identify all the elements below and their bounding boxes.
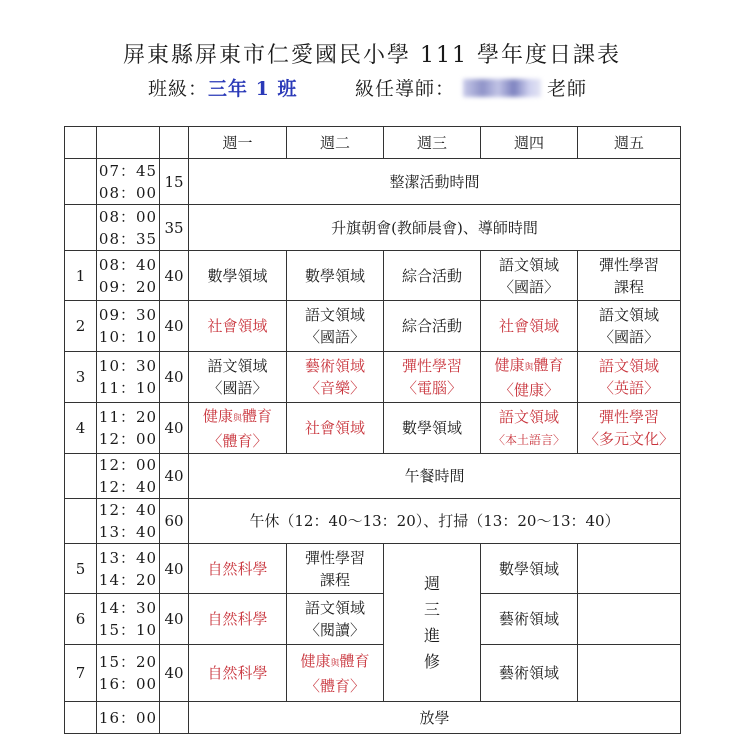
blank-cell [578, 544, 681, 594]
teacher-label: 級任導師： [355, 78, 456, 100]
redacted-teacher-name [463, 79, 541, 97]
time-cell: 15：20 16：00 [97, 645, 160, 702]
day-header: 週二 [287, 127, 384, 159]
minutes-cell: 40 [160, 403, 189, 454]
time-cell: 08：00 08：35 [97, 205, 160, 251]
subject-cell: 語文領域 〈英語〉 [578, 352, 681, 403]
subject-cell: 彈性學習 〈多元文化〉 [578, 403, 681, 454]
schedule-table [64, 126, 681, 734]
period-number: 1 [65, 251, 97, 301]
day-header: 週五 [578, 127, 681, 159]
subject-cell: 語文領域 〈閱讀〉 [287, 594, 384, 645]
subject-cell: 社會領域 [481, 301, 578, 352]
time-cell: 10：30 11：10 [97, 352, 160, 403]
blank-cell [160, 127, 189, 159]
class-info [148, 74, 297, 101]
header-row [65, 127, 681, 159]
subject-cell: 自然科學 [189, 645, 287, 702]
table-row [65, 352, 681, 403]
blank-cell [65, 454, 97, 499]
activity-cell: 午餐時間 [189, 454, 681, 499]
table-row [65, 454, 681, 499]
blank-cell [65, 159, 97, 205]
table-row [65, 702, 681, 734]
wednesday-training-label: 週 三 進 修 [423, 573, 440, 671]
minutes-cell: 40 [160, 301, 189, 352]
day-header: 週三 [384, 127, 481, 159]
subject-cell: 數學領域 [287, 251, 384, 301]
minutes-cell: 60 [160, 499, 189, 544]
subject-cell: 語文領域 〈國語〉 [578, 301, 681, 352]
activity-cell: 整潔活動時間 [189, 159, 681, 205]
teacher-info [355, 74, 587, 101]
subject-cell: 藝術領域 〈音樂〉 [287, 352, 384, 403]
table-row [65, 301, 681, 352]
time-cell: 16：00 [97, 702, 160, 734]
day-header: 週一 [189, 127, 287, 159]
subject-cell: 數學領域 [189, 251, 287, 301]
blank-cell [578, 645, 681, 702]
subject-cell: 健康與體育 〈體育〉 [189, 403, 287, 454]
subject-cell: 自然科學 [189, 544, 287, 594]
period-number: 5 [65, 544, 97, 594]
time-cell: 12：00 12：40 [97, 454, 160, 499]
table-row [65, 159, 681, 205]
blank-cell [97, 127, 160, 159]
activity-cell: 升旗朝會(教師晨會)、導師時間 [189, 205, 681, 251]
blank-cell [160, 702, 189, 734]
minutes-cell: 40 [160, 544, 189, 594]
time-cell: 07：45 08：00 [97, 159, 160, 205]
table-row [65, 499, 681, 544]
class-label: 班級： [148, 78, 209, 100]
subject-cell: 綜合活動 [384, 251, 481, 301]
blank-cell [578, 594, 681, 645]
time-cell: 12：40 13：40 [97, 499, 160, 544]
time-cell: 11：20 12：00 [97, 403, 160, 454]
blank-cell [65, 127, 97, 159]
table-row [65, 645, 681, 702]
subject-cell: 自然科學 [189, 594, 287, 645]
period-number: 4 [65, 403, 97, 454]
activity-cell: 放學 [189, 702, 681, 734]
time-cell: 13：40 14：20 [97, 544, 160, 594]
subject-cell: 綜合活動 [384, 301, 481, 352]
blank-cell [65, 702, 97, 734]
table-row [65, 205, 681, 251]
page-title: 屏東縣屏東市仁愛國民小學 111 學年度日課表 [123, 43, 621, 68]
subject-cell: 語文領域 〈國語〉 [189, 352, 287, 403]
subject-cell: 彈性學習 〈電腦〉 [384, 352, 481, 403]
table-row [65, 251, 681, 301]
subtitle [0, 74, 744, 104]
minutes-cell: 15 [160, 159, 189, 205]
subject-cell: 彈性學習 課程 [287, 544, 384, 594]
subject-cell: 語文領域 〈國語〉 [481, 251, 578, 301]
blank-cell [65, 205, 97, 251]
subject-cell: 語文領域 〈本土語言〉 [481, 403, 578, 454]
minutes-cell: 35 [160, 205, 189, 251]
table-row [65, 544, 681, 594]
period-number: 2 [65, 301, 97, 352]
subject-cell: 數學領域 [384, 403, 481, 454]
subject-cell: 社會領域 [287, 403, 384, 454]
period-number: 6 [65, 594, 97, 645]
time-cell: 08：40 09：20 [97, 251, 160, 301]
subject-cell: 語文領域 〈國語〉 [287, 301, 384, 352]
table-row [65, 403, 681, 454]
period-number: 7 [65, 645, 97, 702]
class-value: 三年 1 班 [208, 78, 298, 100]
subject-cell: 社會領域 [189, 301, 287, 352]
minutes-cell: 40 [160, 594, 189, 645]
time-cell: 09：30 10：10 [97, 301, 160, 352]
subject-cell: 彈性學習 課程 [578, 251, 681, 301]
subject-cell: 藝術領域 [481, 594, 578, 645]
subject-cell: 健康與體育 〈健康〉 [481, 352, 578, 403]
minutes-cell: 40 [160, 352, 189, 403]
activity-cell: 午休（12：40～13：20）、打掃（13：20～13：40） [189, 499, 681, 544]
teacher-suffix: 老師 [547, 78, 588, 100]
time-cell: 14：30 15：10 [97, 594, 160, 645]
wednesday-training-cell [384, 544, 481, 702]
minutes-cell: 40 [160, 454, 189, 499]
subject-cell: 健康與體育 〈體育〉 [287, 645, 384, 702]
day-header: 週四 [481, 127, 578, 159]
period-number: 3 [65, 352, 97, 403]
minutes-cell: 40 [160, 645, 189, 702]
subject-cell: 數學領域 [481, 544, 578, 594]
minutes-cell: 40 [160, 251, 189, 301]
table-row [65, 594, 681, 645]
subject-cell: 藝術領域 [481, 645, 578, 702]
blank-cell [65, 499, 97, 544]
